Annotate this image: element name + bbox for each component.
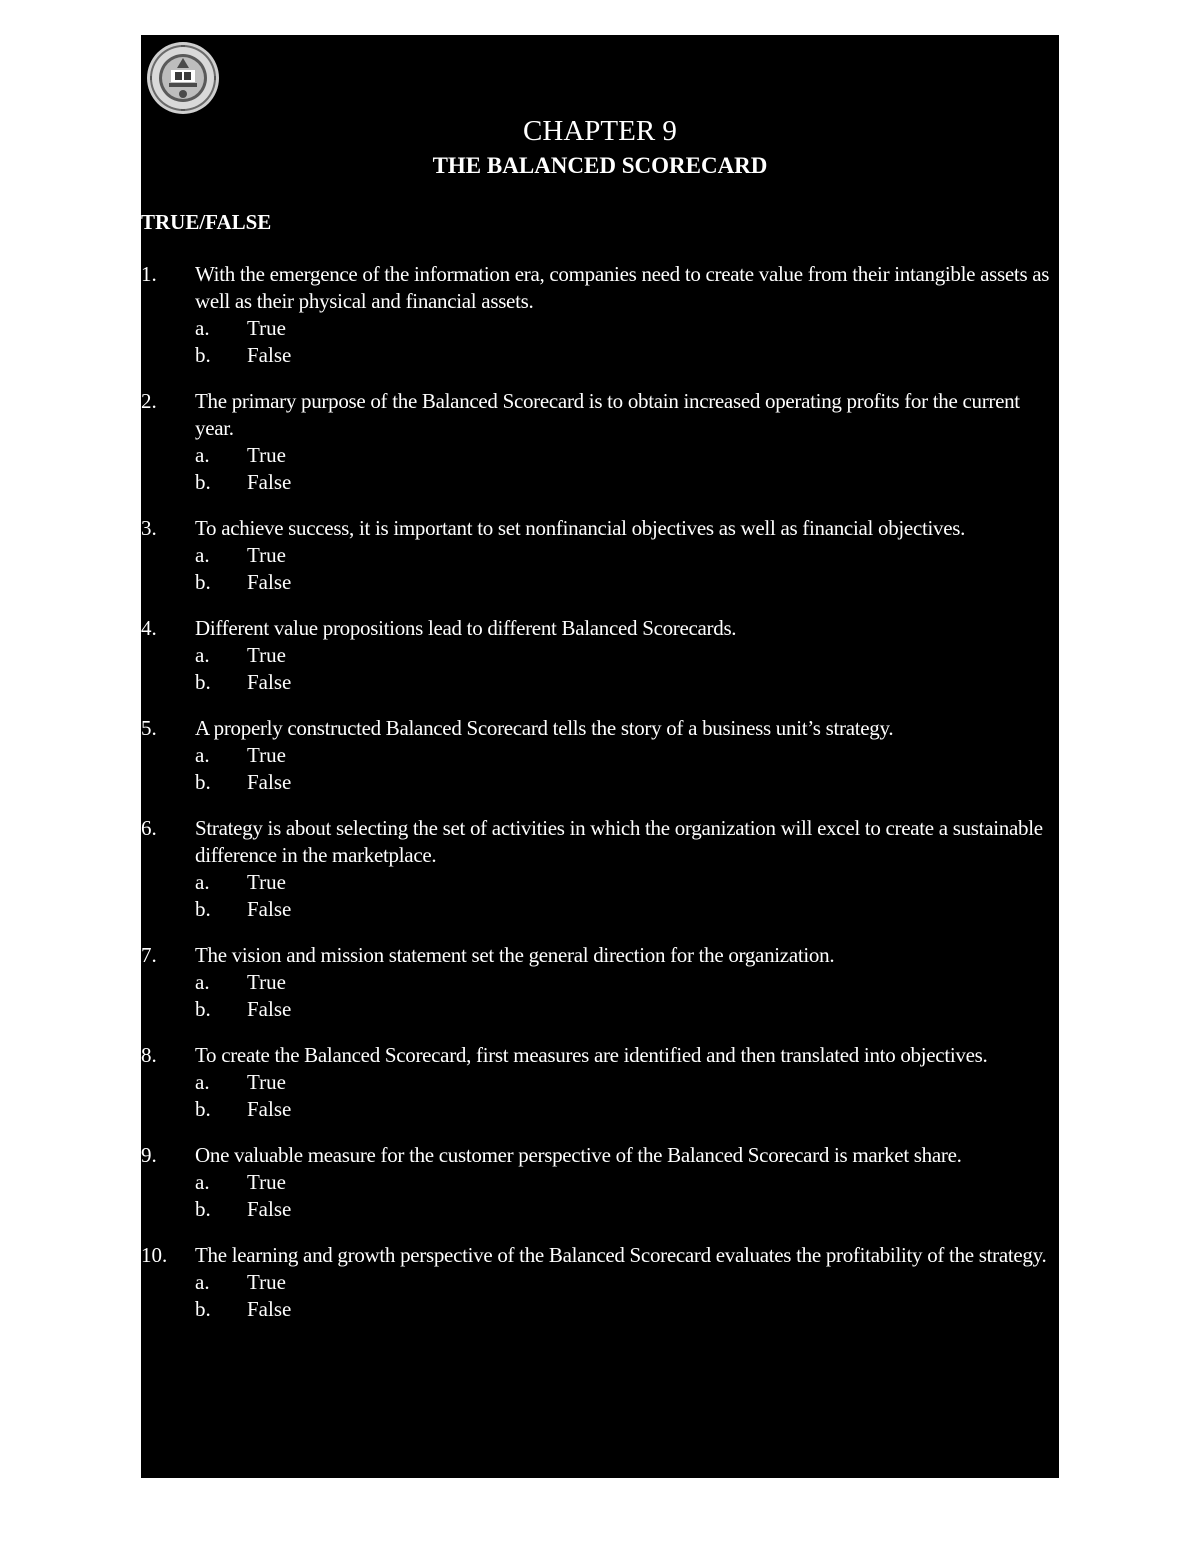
option-text: False [247,470,292,494]
answer-option-a [195,969,1057,996]
answer-option-a [195,1269,1057,1296]
question-text: One valuable measure for the customer perspective of the Balanced Scorecard is market share. [195,1143,962,1167]
question-text: The learning and growth perspective of the Balanced Scorecard evaluates the profitability of the strategy. [195,1243,1047,1267]
option-text: True [247,643,286,667]
option-text: True [247,870,286,894]
option-text: True [247,1070,286,1094]
answer-option-b [195,342,1057,369]
option-letter: b. [195,1197,211,1221]
option-letter: a. [195,870,210,894]
option-text: False [247,670,292,694]
answer-option-b [195,469,1057,496]
option-letter: b. [195,770,211,794]
option-text: True [247,443,286,467]
option-text: False [247,1097,292,1121]
option-text: False [247,897,292,921]
answer-option-b [195,996,1057,1023]
option-letter: a. [195,1270,210,1294]
question-body [195,388,1057,496]
question-list [141,261,1059,1342]
chapter-subtitle: THE BALANCED SCORECARD [432,153,768,178]
answer-option-b [195,1296,1057,1323]
section-heading: TRUE/FALSE [141,210,272,234]
question-number: 2. [141,389,157,413]
option-letter: b. [195,1297,211,1321]
question-number: 9. [141,1143,157,1167]
option-letter: a. [195,643,210,667]
question-number: 8. [141,1043,157,1067]
question-item [141,815,1059,923]
document-page [141,35,1059,1478]
option-letter: a. [195,743,210,767]
question-body [195,615,1057,696]
question-item [141,942,1059,1023]
question-number: 4. [141,616,157,640]
option-letter: b. [195,343,211,367]
question-item [141,1042,1059,1123]
answer-option-b [195,569,1057,596]
answer-option-b [195,769,1057,796]
option-text: True [247,743,286,767]
question-text: Strategy is about selecting the set of activities in which the organization will excel to create a sustainable difference in the marketplace. [195,816,1043,867]
question-body [195,1142,1057,1223]
question-text: Different value propositions lead to different Balanced Scorecards. [195,616,737,640]
question-number: 5. [141,716,157,740]
question-body [195,1042,1057,1123]
option-letter: a. [195,1170,210,1194]
option-letter: a. [195,970,210,994]
question-body [195,261,1057,369]
option-letter: b. [195,670,211,694]
option-text: False [247,1197,292,1221]
option-letter: b. [195,997,211,1021]
option-letter: b. [195,470,211,494]
question-item [141,261,1059,369]
answer-option-a [195,1069,1057,1096]
chapter-title: CHAPTER 9 [523,115,677,147]
question-body [195,715,1057,796]
question-body [195,515,1057,596]
option-text: True [247,1170,286,1194]
option-letter: a. [195,1070,210,1094]
question-body [195,1242,1057,1323]
answer-option-b [195,896,1057,923]
question-body [195,815,1057,923]
answer-option-a [195,315,1057,342]
question-text: A properly constructed Balanced Scorecard tells the story of a business unit’s strategy. [195,716,894,740]
option-text: False [247,1297,292,1321]
question-item [141,1242,1059,1323]
option-text: False [247,770,292,794]
question-item [141,615,1059,696]
answer-option-b [195,1096,1057,1123]
option-text: False [247,570,292,594]
question-item [141,515,1059,596]
question-item [141,388,1059,496]
answer-option-a [195,742,1057,769]
option-text: True [247,316,286,340]
question-body [195,942,1057,1023]
question-number: 7. [141,943,157,967]
question-text: The vision and mission statement set the general direction for the organization. [195,943,835,967]
answer-option-b [195,1196,1057,1223]
option-text: True [247,970,286,994]
option-letter: a. [195,316,210,340]
option-letter: a. [195,443,210,467]
question-item [141,715,1059,796]
option-letter: b. [195,570,211,594]
answer-option-a [195,642,1057,669]
answer-option-a [195,542,1057,569]
university-seal-icon [145,40,221,116]
question-number: 6. [141,816,157,840]
answer-option-a [195,442,1057,469]
option-letter: b. [195,1097,211,1121]
question-number: 10. [141,1243,168,1267]
option-letter: b. [195,897,211,921]
answer-option-b [195,669,1057,696]
answer-option-a [195,1169,1057,1196]
question-text: The primary purpose of the Balanced Scorecard is to obtain increased operating profits for the current year. [195,389,1020,440]
option-text: False [247,343,292,367]
option-text: False [247,997,292,1021]
option-text: True [247,543,286,567]
question-item [141,1142,1059,1223]
option-letter: a. [195,543,210,567]
option-text: True [247,1270,286,1294]
answer-option-a [195,869,1057,896]
question-text: With the emergence of the information era, companies need to create value from their intangible assets as well as their physical and financial assets. [195,262,1050,313]
question-text: To create the Balanced Scorecard, first measures are identified and then translated into objectives. [195,1043,988,1067]
question-text: To achieve success, it is important to set nonfinancial objectives as well as financial objectives. [195,516,966,540]
question-number: 3. [141,516,157,540]
question-number: 1. [141,262,157,286]
